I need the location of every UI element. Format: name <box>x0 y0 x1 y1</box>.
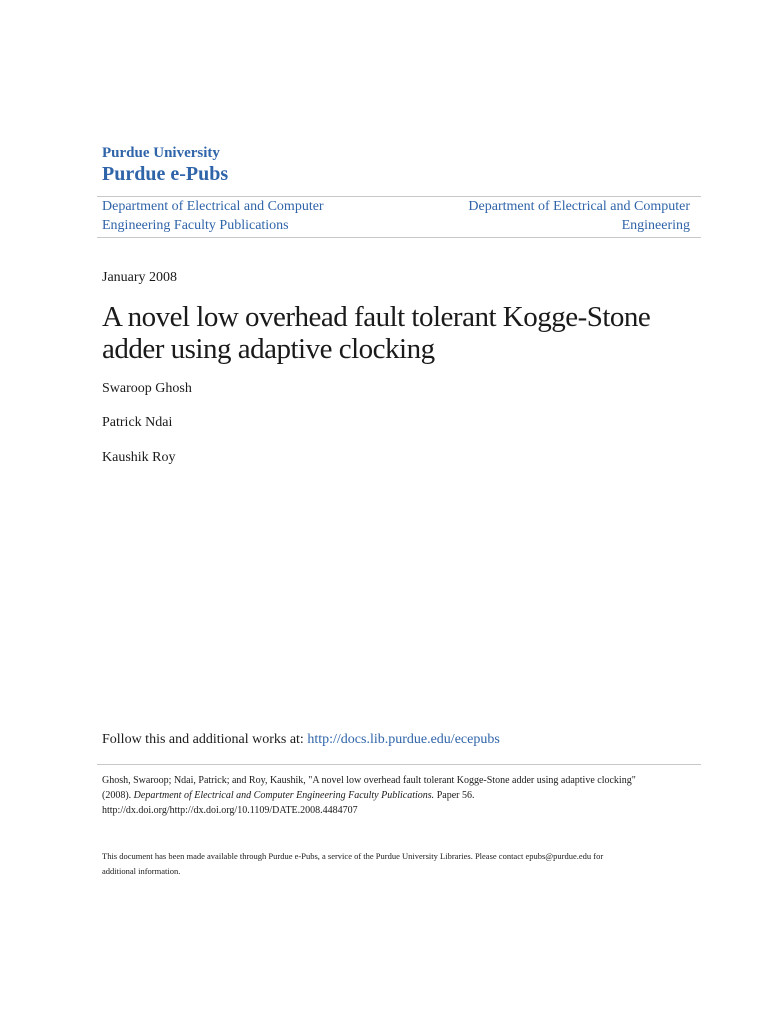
citation-line2 <box>102 788 702 803</box>
citation-line1: Ghosh, Swaroop; Ndai, Patrick; and Roy, Kaushik, "A novel low overhead fault tolerant Kogge-Stone adder using adaptive clocking" <box>102 775 636 786</box>
author-3: Kaushik Roy <box>102 450 176 465</box>
notice-line1: This document has been made available through Purdue e-Pubs, a service of the Purdue University Libraries. Please contact epubs@purdue.edu for <box>102 851 604 861</box>
follow-url-link[interactable]: http://docs.lib.purdue.edu/ecepubs <box>307 732 500 747</box>
series-left-line1: Department of Electrical and Computer <box>102 199 324 214</box>
series-left-line2: Engineering Faculty Publications <box>102 218 289 233</box>
paper-title-line2: adder using adaptive clocking <box>102 333 435 365</box>
notice-line2: additional information. <box>102 866 181 876</box>
paper-title <box>102 301 682 365</box>
repository-header <box>102 144 702 186</box>
citation-divider <box>97 764 701 765</box>
bottom-divider <box>97 237 701 238</box>
citation-series: Department of Electrical and Computer Engineering Faculty Publications. <box>133 790 435 801</box>
author-2: Patrick Ndai <box>102 415 173 430</box>
author-1: Swaroop Ghosh <box>102 381 192 396</box>
citation-paper: Paper 56. <box>434 790 475 801</box>
availability-notice <box>102 849 702 879</box>
follow-line <box>102 731 702 749</box>
series-link-department[interactable] <box>440 197 690 235</box>
citation-year: (2008). <box>102 790 134 801</box>
citation-doi: http://dx.doi.org/http://dx.doi.org/10.1109/DATE.2008.4484707 <box>102 805 358 816</box>
series-link-faculty-publications[interactable] <box>102 197 352 235</box>
paper-title-line1: A novel low overhead fault tolerant Kogge-Stone <box>102 301 651 333</box>
institution-name[interactable]: Purdue University <box>102 145 220 161</box>
series-right-line2: Engineering <box>621 218 690 233</box>
citation-block <box>102 773 702 818</box>
repository-name[interactable]: Purdue e-Pubs <box>102 163 229 185</box>
publication-date: January 2008 <box>102 270 178 285</box>
series-right-line1: Department of Electrical and Computer <box>468 199 690 214</box>
follow-label: Follow this and additional works at: <box>102 732 308 747</box>
